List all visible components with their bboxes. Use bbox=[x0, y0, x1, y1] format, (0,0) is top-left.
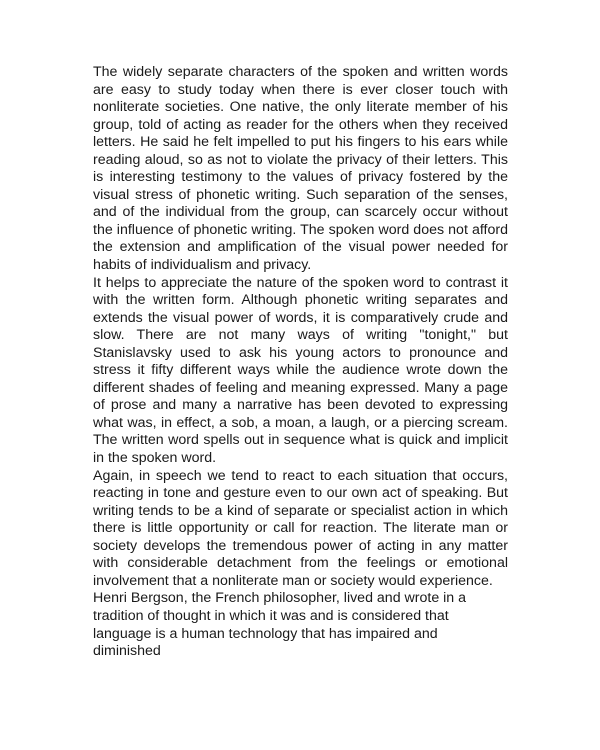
document-page bbox=[93, 64, 508, 661]
paragraph-2: It helps to appreciate the nature of the spoken word to contrast it with the written form. Although phonetic writing separates and extends the visual power of words, it is comparatively crude and slow. There are not many ways of writing "tonight," but Stanislavsky used to ask his young actors to pronounce and stress it fifty different ways while the audience wrote down the different shades of feeling and meaning expressed. Many a page of prose and many a narrative has been devoted to expressing what was, in effect, a sob, a moan, a laugh, or a piercing scream. The written word spells out in sequence what is quick and implicit in the spoken word. bbox=[93, 274, 508, 467]
paragraph-3: Again, in speech we tend to react to each situation that occurs, reacting in tone and gesture even to our own act of speaking. But writing tends to be a kind of separate or specialist action in which there is little opportunity or call for reaction. The literate man or society develops the tremendous power of acting in any matter with considerable detachment from the feelings or emotional involvement that a nonliterate man or society would experience. bbox=[93, 467, 508, 589]
paragraph-1: The widely separate characters of the spoken and written words are easy to study today when there is ever closer touch with nonliterate societies. One native, the only literate member of his group, told of acting as reader for the others when they received letters. He said he felt impelled to put his fingers to his ears while reading aloud, so as not to violate the privacy of their letters. This is interesting testimony to the values of privacy fostered by the visual stress of phonetic writing. Such separation of the senses, and of the individual from the group, can scarcely occur without the influence of phonetic writing. The spoken word does not afford the extension and amplification of the visual power needed for habits of individualism and privacy. bbox=[93, 64, 508, 274]
paragraph-4: Henri Bergson, the French philosopher, lived and wrote in a tradition of thought in which it was and is considered that language is a human technology that has impaired and diminished bbox=[93, 590, 467, 660]
